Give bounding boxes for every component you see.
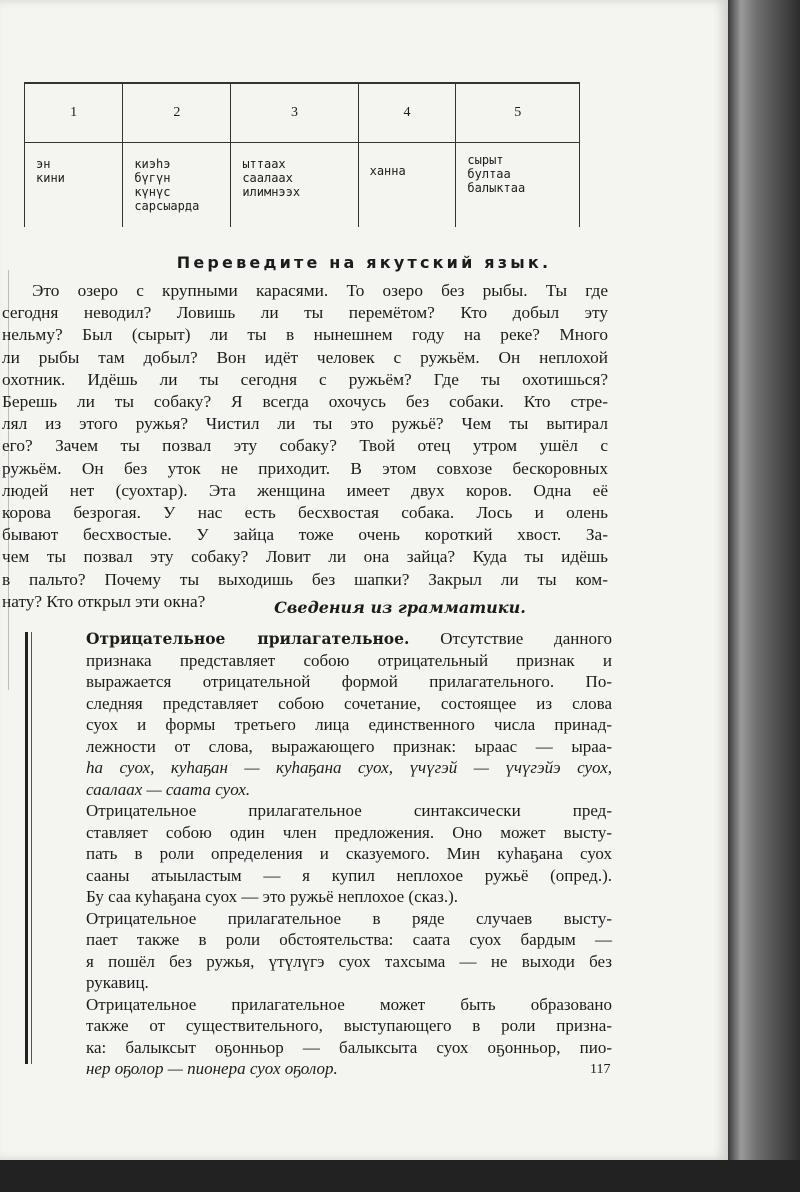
text-line: Отрицательное прилагательное в ряде случаев высту-	[86, 908, 612, 928]
table-cell-word: сарсыарда	[134, 199, 200, 213]
table-cell	[123, 143, 231, 227]
table-cell-word: илимнээх	[242, 185, 301, 199]
text-line: следняя представляет собою сочетание, состоящее из слова	[86, 693, 612, 713]
table-cell-word: кини	[36, 171, 65, 185]
text-line: людей нет (суохтар). Эта женщина имеет двух коров. Одна её	[2, 480, 608, 500]
table-cell	[25, 143, 123, 227]
text-line: лял из этого ружья? Чистил ли ты это ружьё? Чем ты вытирал	[2, 414, 608, 434]
text-line: нельму? Был (сырыт) ли ты в нынешнем году на реке? Много	[2, 325, 608, 345]
exercise-heading: Переведите на якутский язык.	[176, 253, 552, 272]
text-line: лежности от слова, выражающего признак: ыраас — ыраа-	[86, 736, 612, 756]
text-line: һа суох, кyһаҕан — кyһаҕана суох, үчүгэй — үчүгэйэ суох,	[86, 758, 612, 777]
table-cell-word: бүгүн	[134, 171, 171, 185]
text-line: сааны атыыластым — я купил неплохое ружьё (опред.).	[86, 865, 612, 885]
text-line: Берешь ли ты собаку? Я всегда охочусь без собаки. Кто стре-	[2, 392, 608, 412]
table-header-cell: 5	[456, 83, 580, 143]
text-line: суох и формы третьего лица единственного числа принад-	[86, 715, 612, 734]
book-edge-shadow	[728, 0, 800, 1192]
text-line: Отрицательное прилагательное синтаксически пред-	[86, 801, 612, 820]
text-line: нату? Кто открыл эти окна?	[2, 591, 206, 611]
grammar-heading: Сведения из грамматики.	[274, 598, 526, 617]
text-line: саалаах — саата суох.	[86, 779, 251, 799]
text-line: охотник. Идёшь ли ты сегодня с ружьём? Где ты охотишься?	[2, 369, 608, 389]
table-header-row	[25, 83, 580, 143]
table-cell-word: ханна	[369, 164, 406, 178]
text-line: в пальто? Почему ты выходишь без шапки? Закрыл ли ты ком-	[2, 569, 608, 589]
table-cell-word: ыттаах	[242, 157, 286, 171]
text-line: корова безрогая. У нас есть бесхвостая собака. Лось и олень	[2, 503, 608, 523]
table-header-cell: 4	[358, 83, 456, 143]
grammar-term: Отрицательное прилагательное.	[86, 629, 410, 648]
table-cell-word: эн	[36, 157, 51, 171]
table-cell	[231, 143, 358, 227]
table-cell	[456, 143, 580, 227]
text-line: его? Зачем ты позвал эту собаку? Твой отец утром ушёл с	[2, 436, 608, 456]
text-line: ружьём. Он без уток не приходит. В этом совхозе бескоровных	[2, 458, 608, 478]
text-line: ли рыбы там добыл? Вон идёт человек с ружьём. Он неплохой	[2, 347, 608, 367]
text-line: рукавиц.	[86, 973, 149, 992]
text-line: ставляет собою один член предложения. Оно может высту-	[86, 822, 612, 842]
scan-bottom-edge	[0, 1160, 800, 1192]
text-line: бывают бесхвостые. У зайца тоже очень короткий хвост. За-	[2, 525, 608, 545]
text-line: ка: балыксыт оҕонньор — балыксыта суох оҕонньор, пио-	[86, 1037, 612, 1057]
text-line: пает также в роли обстоятельства: саата суох бардым —	[86, 930, 612, 949]
table-cell-word: балыктаа	[467, 181, 526, 195]
table-cell-word: бултаа	[467, 167, 511, 181]
table-cell-word: саалаах	[242, 171, 293, 185]
text-line: также от существительного, выступающего в роли призна-	[86, 1016, 612, 1035]
text-line: пать в роли определения и сказуемого. Мин кyһаҕана суох	[86, 844, 612, 863]
text-line: Это озеро с крупными карасями. То озеро без рыбы. Ты где	[32, 281, 608, 300]
text-line: чем ты позвал эту собаку? Ловит ли она зайца? Куда ты идёшь	[2, 547, 608, 567]
text-line: признака представляет собою отрицательный признак и	[86, 650, 612, 670]
table-cell-word: киэһэ	[134, 157, 171, 171]
table-header-cell: 1	[25, 83, 123, 143]
text-line: Бу саа кyһаҕана суох — это ружьё неплохое (сказ.).	[86, 887, 459, 906]
text-line: нер оҕолор — пионера суох оҕолор.	[86, 1059, 338, 1078]
vocabulary-table	[24, 82, 580, 227]
page-number: 117	[590, 1062, 611, 1077]
text-line: выражается отрицательной формой прилагательного. По-	[86, 672, 612, 691]
text-line	[86, 628, 612, 650]
table-header-cell: 2	[123, 83, 231, 143]
text-line: Отрицательное прилагательное может быть образовано	[86, 994, 612, 1014]
table-cell	[358, 143, 456, 227]
grammar-text	[86, 628, 612, 1080]
table-cell-word: сырыт	[467, 153, 504, 167]
table-row	[25, 143, 580, 227]
table-header-cell: 3	[231, 83, 358, 143]
text-line: сегодня неводил? Ловишь ли ты перемётом? Кто добыл эту	[2, 303, 608, 323]
exercise-text	[2, 280, 608, 613]
table-cell-word: күнүс	[134, 185, 171, 199]
text-fragment: Отсутствие данного	[440, 629, 612, 648]
text-line: я пошёл без ружья, үтүлүгэ суох тахсыма — не выходи без	[86, 951, 612, 971]
